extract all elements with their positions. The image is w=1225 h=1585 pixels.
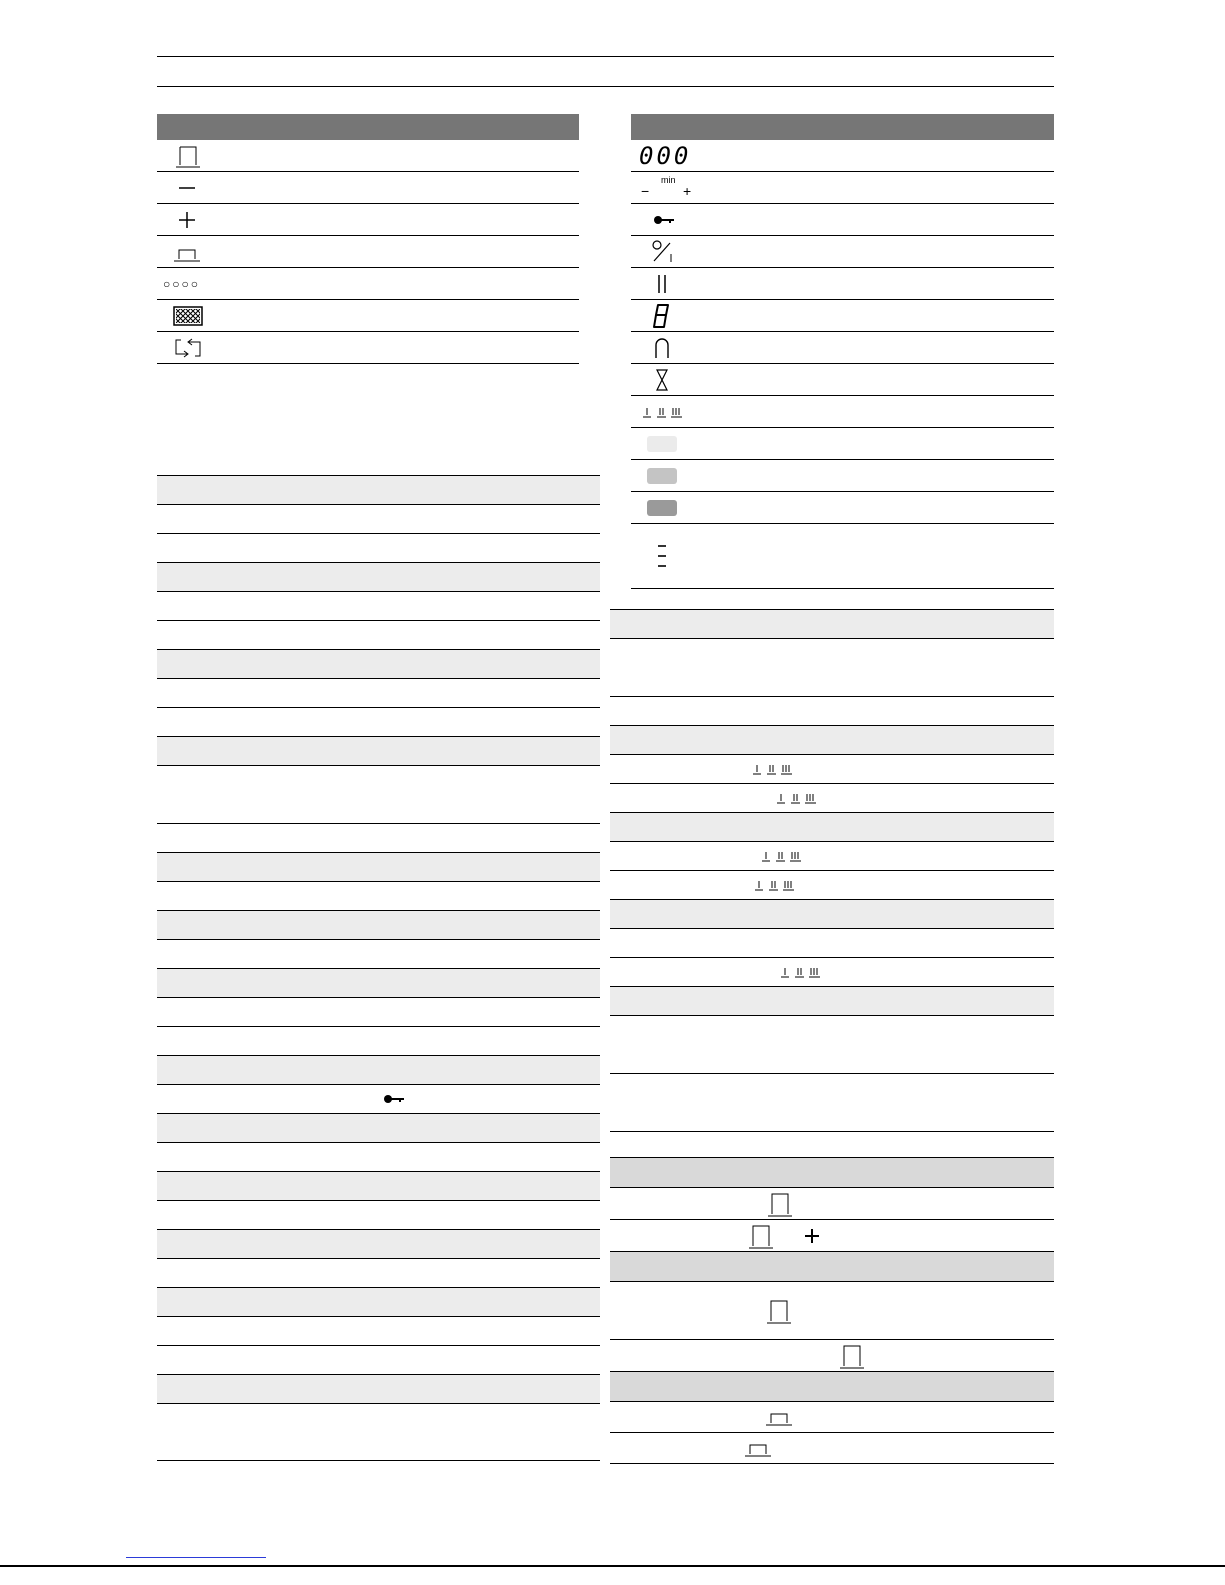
heat-levels-icon: [779, 958, 823, 986]
table-row: [157, 1172, 600, 1201]
small-door-icon: [765, 1402, 793, 1432]
top-rule-1: [157, 56, 1054, 57]
right-icon-row: [631, 332, 1054, 364]
heat-levels-icon: [751, 755, 795, 783]
door-button-icon: [175, 143, 201, 169]
heat-levels-icon: [753, 871, 797, 899]
table-row: [610, 639, 1054, 697]
light-swatch-icon: [647, 436, 677, 452]
table-row: [157, 505, 600, 534]
hourglass-icon: [655, 368, 669, 392]
table-row: [157, 1027, 600, 1056]
left-icon-row: [157, 332, 579, 364]
small-door-icon: [173, 241, 201, 263]
table-row: [610, 784, 1054, 813]
door-button-icon: [839, 1340, 865, 1371]
table-row: [610, 1433, 1054, 1464]
table-row: [157, 1288, 600, 1317]
table-row: [610, 755, 1054, 784]
min-label: min: [661, 175, 676, 185]
plus-icon: [803, 1220, 821, 1251]
table-row: [610, 813, 1054, 842]
door-button-icon: [766, 1282, 792, 1339]
minus-glyph: −: [641, 183, 650, 199]
key-icon: [653, 214, 675, 226]
table-row: [157, 1346, 600, 1375]
table-row: [610, 1132, 1054, 1158]
door-button-icon: [767, 1188, 793, 1219]
right-icon-row: [631, 428, 1054, 460]
stacked-dashes-icon: [655, 541, 669, 571]
table-row: [610, 1372, 1054, 1402]
table-row: [610, 697, 1054, 726]
table-row: [157, 592, 600, 621]
top-rule-2: [157, 86, 1054, 87]
left-icon-row: [157, 236, 579, 268]
right-icon-panel: [631, 114, 1054, 589]
table-row: [157, 1404, 600, 1461]
table-row: [157, 882, 600, 911]
table-row: [157, 737, 600, 766]
table-row: [157, 940, 600, 969]
table-row: [157, 1201, 600, 1230]
left-icon-row: [157, 204, 579, 236]
table-row: [610, 958, 1054, 987]
four-circles-icon: ○○○○: [163, 276, 200, 291]
table-row: [157, 621, 600, 650]
three-digit-display-icon: 000: [639, 141, 692, 170]
checkered-grid-icon: [173, 306, 203, 326]
heat-levels-icon: [760, 842, 804, 870]
small-door-icon: [744, 1433, 772, 1463]
right-icon-row: [631, 236, 1054, 268]
minus-icon: [177, 178, 197, 198]
table-row: [610, 929, 1054, 958]
right-icon-row: [631, 396, 1054, 428]
right-panel-header: [631, 114, 1054, 140]
left-icon-row: [157, 172, 579, 204]
right-icon-row: [631, 364, 1054, 396]
table-row: [610, 1188, 1054, 1220]
plus-glyph: +: [683, 183, 692, 199]
left-icon-row: [157, 300, 579, 332]
minus-min-plus-icon: [639, 172, 699, 203]
table-row: [157, 563, 600, 592]
left-icon-panel: [157, 114, 579, 364]
table-row: [157, 1317, 600, 1346]
footer-rule: [0, 1565, 1225, 1567]
table-row: [157, 708, 600, 737]
pause-bars-icon: [655, 273, 669, 295]
left-icon-row: [157, 268, 579, 300]
right-icon-row: [631, 204, 1054, 236]
left-panel-header: [157, 114, 579, 140]
table-row: [157, 1114, 600, 1143]
table-row: [157, 1143, 600, 1172]
right-icon-row: [631, 460, 1054, 492]
right-table: [610, 609, 1054, 1464]
table-row: [157, 1056, 600, 1085]
table-row: [157, 650, 600, 679]
plus-icon: [177, 210, 197, 230]
table-row: [157, 1375, 600, 1404]
table-row: [610, 1074, 1054, 1132]
table-row: [610, 1252, 1054, 1282]
medium-swatch-icon: [647, 468, 677, 484]
table-row: [157, 476, 600, 505]
table-row: [157, 1085, 600, 1114]
table-row: [610, 871, 1054, 900]
heat-levels-icon: [775, 784, 819, 812]
table-row: [610, 842, 1054, 871]
table-row: [610, 1340, 1054, 1372]
table-row: [157, 853, 600, 882]
table-row: [157, 766, 600, 824]
swap-arrows-icon: [173, 336, 203, 360]
right-icon-row: [631, 524, 1054, 589]
right-icon-row: [631, 140, 1054, 172]
heat-levels-icon: [641, 404, 685, 420]
table-row: [610, 900, 1054, 929]
table-row: [610, 1158, 1054, 1188]
door-button-icon: [748, 1220, 774, 1251]
table-row: [610, 987, 1054, 1016]
right-icon-row: [631, 172, 1054, 204]
table-row: [157, 534, 600, 563]
table-row: [610, 1282, 1054, 1340]
key-icon: [383, 1085, 405, 1113]
table-row: [157, 998, 600, 1027]
table-row: [157, 911, 600, 940]
table-row: [157, 1259, 600, 1288]
footer-link-underline[interactable]: [126, 1557, 266, 1558]
left-table: [157, 475, 600, 1461]
table-row: [610, 1402, 1054, 1433]
right-icon-row: [631, 300, 1054, 332]
right-icon-row: [631, 492, 1054, 524]
table-row: [610, 726, 1054, 755]
arch-icon: [653, 336, 671, 360]
percent-slash-icon: [651, 239, 675, 265]
table-row: [610, 1016, 1054, 1074]
table-row: [157, 1230, 600, 1259]
table-row: [610, 610, 1054, 639]
table-row: [610, 1220, 1054, 1252]
table-row: [157, 969, 600, 998]
table-row: [157, 824, 600, 853]
table-row: [157, 679, 600, 708]
seven-segment-eight-icon: [653, 303, 671, 329]
left-icon-row: [157, 140, 579, 172]
right-icon-row: [631, 268, 1054, 300]
dark-swatch-icon: [647, 500, 677, 516]
